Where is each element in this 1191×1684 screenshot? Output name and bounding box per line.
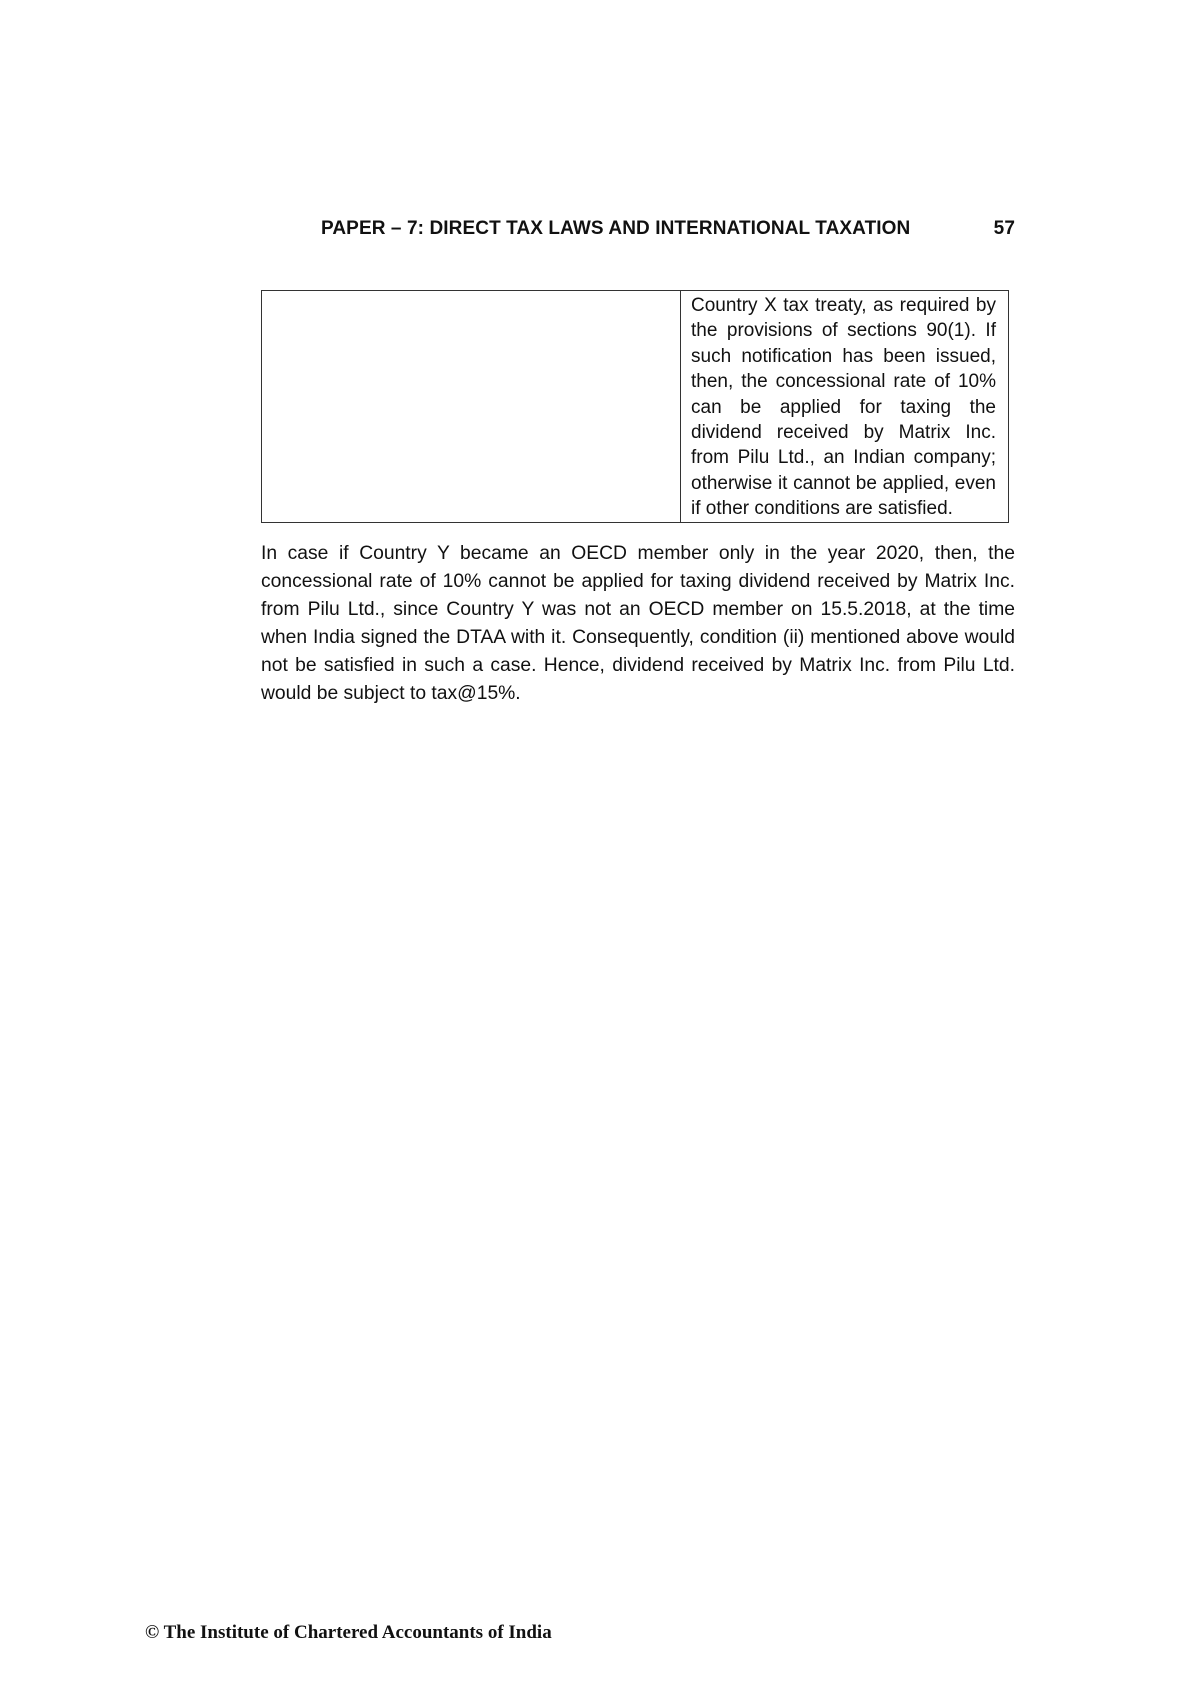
copyright-footer: © The Institute of Chartered Accountants of India <box>145 1622 552 1643</box>
table-cell-right: Country X tax treaty, as required by the provisions of sections 90(1). If such notification has been issued, then, the concessional rate of 10% can be applied for taxing the dividend received by Matrix Inc. from Pilu Ltd., an Indian company; otherwise it cannot be applied, even if other conditions are satisfied. <box>691 295 996 520</box>
table-cell-left <box>262 291 681 522</box>
page-header <box>321 218 1015 246</box>
page-number: 57 <box>993 218 1015 239</box>
answer-table <box>261 290 1009 523</box>
body-paragraph: In case if Country Y became an OECD member only in the year 2020, then, the concessional rate of 10% cannot be applied for taxing dividend received by Matrix Inc. from Pilu Ltd., since Country Y was not an OECD member on 15.5.2018, at the time when India signed the DTAA with it. Consequently, condition (ii) mentioned above would not be satisfied in such a case. Hence, dividend received by Matrix Inc. from Pilu Ltd. would be subject to tax@15%. <box>261 543 1015 704</box>
paper-title: PAPER – 7: DIRECT TAX LAWS AND INTERNATIONAL TAXATION <box>321 218 911 239</box>
